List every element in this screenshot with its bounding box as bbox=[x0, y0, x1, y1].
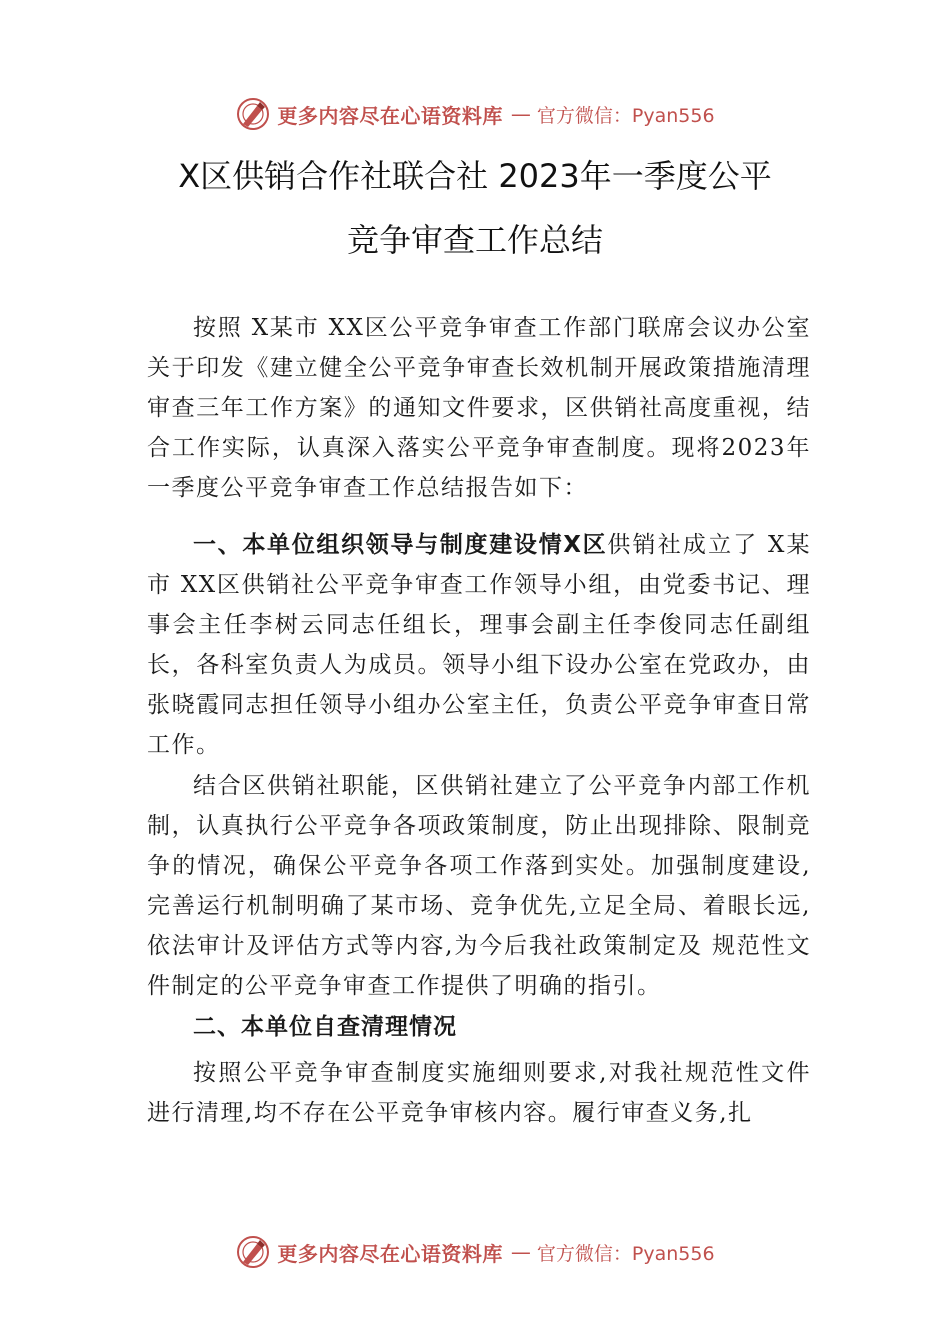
pen-nib-logo-icon bbox=[235, 96, 271, 132]
section-1-paragraph bbox=[147, 525, 811, 765]
watermark-separator: — bbox=[510, 1240, 531, 1264]
section-2-text: 按照公平竞争审查制度实施细则要求,对我社规范性文件进行清理,均不存在公平竞争审核内容。履行审查义务,扎 bbox=[147, 1060, 811, 1126]
section-1-text: 供销社成立了 X某市 XX区供销社公平竞争审查工作领导小组，由党委书记、理事会主任李树云同志任组长，理事会副主任李俊同志任副组长，各科室负责人为成员。领导小组下设办公室在党政办，由张晓霞同志担任领导小组办公室主任，负责公平竞争审查日常工作。 bbox=[147, 532, 812, 758]
watermark-text: 更多内容尽在心语资料库 bbox=[277, 1241, 503, 1266]
section-2 bbox=[147, 1053, 811, 1133]
document-title-line-2: 竞争审查工作总结 bbox=[346, 221, 603, 259]
watermark-text: 更多内容尽在心语资料库 bbox=[277, 103, 503, 128]
watermark-wechat: 官方微信：Pyan556 bbox=[536, 104, 715, 127]
watermark-header bbox=[0, 94, 950, 134]
section-1-heading: 一、本单位组织领导与制度建设情X区 bbox=[193, 532, 608, 558]
pen-nib-logo-icon bbox=[235, 1234, 271, 1270]
section-2-heading: 二、本单位自查清理情况 bbox=[193, 1014, 457, 1040]
intro-text: 按照 X某市 XX区公平竞争审查工作部门联席会议办公室关于印发《建立健全公平竞争审查长效机制开展政策措施清理审查三年工作方案》的通知文件要求，区供销社高度重视，结合工作实际，认真深入落实公平竞争审查制度。现将2023年一季度公平竞争审查工作总结报告如下： bbox=[147, 315, 811, 501]
watermark-wechat: 官方微信：Pyan556 bbox=[536, 1242, 715, 1265]
document-title-line-1: X区供销合作社联合社 2023年一季度公平 bbox=[178, 157, 772, 195]
section-2-heading-block bbox=[147, 1007, 811, 1047]
section-1-text-2: 结合区供销社职能，区供销社建立了公平竞争内部工作机制，认真执行公平竞争各项政策制度，防止出现排除、限制竞争的情况，确保公平竞争各项工作落到实处。加强制度建设,完善运行机制明确了某市场、竞争优先,立足全局、着眼长远,依法审计及评估方式等内容,为今后我社政策制定及 规范性文件制定的公平竞争审查工作提供了明确的指引。 bbox=[147, 773, 811, 999]
intro-paragraph bbox=[147, 308, 811, 508]
section-1-continued bbox=[147, 766, 811, 1006]
watermark-separator: — bbox=[510, 102, 531, 126]
watermark-footer bbox=[0, 1232, 950, 1272]
section-1 bbox=[147, 525, 811, 765]
